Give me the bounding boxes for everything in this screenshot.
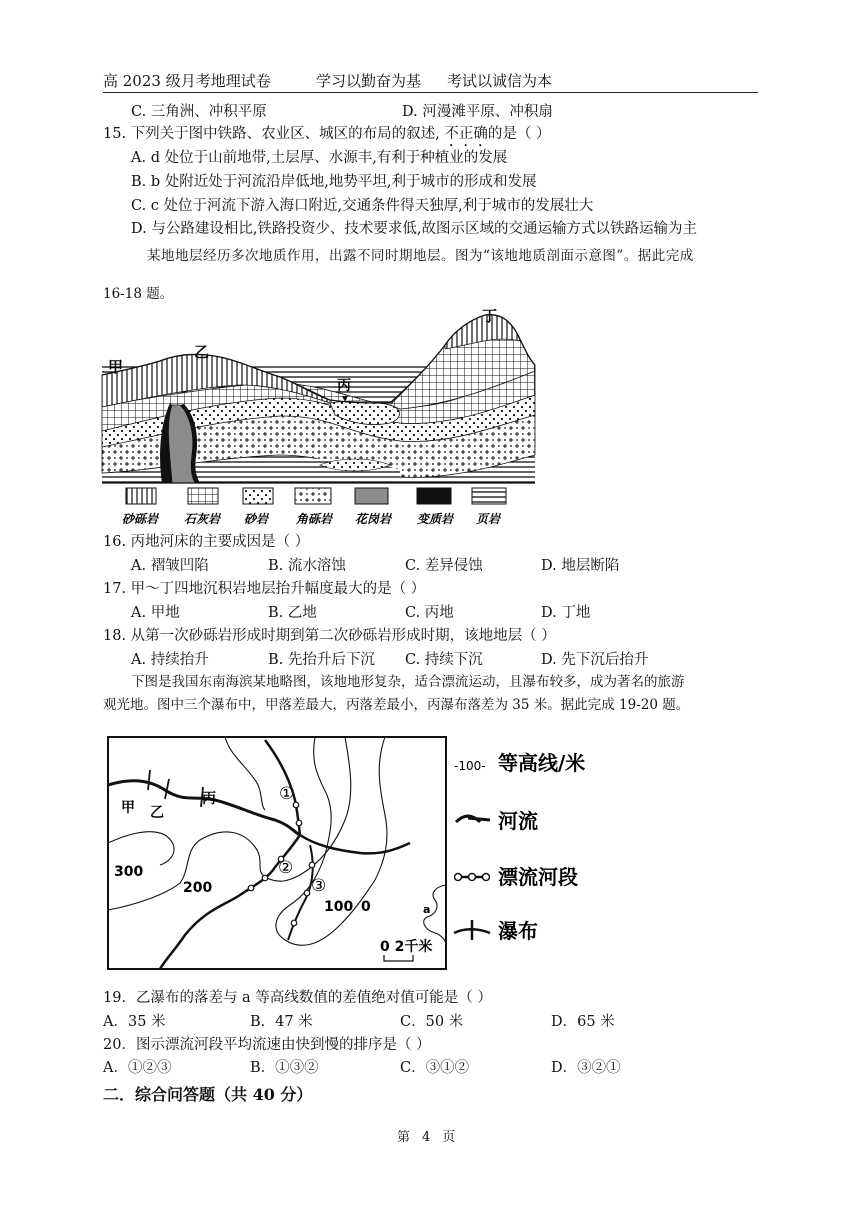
legend-rafting-label: 漂流河段 bbox=[498, 865, 578, 889]
q16-stem: 16. 丙地河床的主要成因是（ ） bbox=[103, 534, 310, 550]
map-label-1: ① bbox=[279, 784, 295, 804]
intro-19-line1: 下图是我国东南海滨某地略图，该地地形复杂，适合漂流运动，且瀑布较多，成为著名的旅游 bbox=[131, 674, 685, 690]
intro-19-line2: 观光地。图中三个瀑布中，甲落差最大，丙落差最小，丙瀑布落差为 35 米。据此完成 19-20 题。 bbox=[103, 697, 690, 713]
map-label-200: 200 bbox=[183, 880, 213, 896]
section-2-heading: 二．综合问答题（共 40 分） bbox=[103, 1085, 313, 1104]
header-rule bbox=[103, 92, 758, 93]
legend-swatch-shale bbox=[472, 488, 506, 504]
q15-option-a: A. d 处位于山前地带,土层厚、水源丰,有利于种植业的发展 bbox=[131, 150, 508, 166]
q16-option-b: B. 流水溶蚀 bbox=[268, 558, 346, 574]
q18-option-a: A. 持续抬升 bbox=[131, 652, 209, 668]
q16-option-a: A. 褶皱凹陷 bbox=[131, 558, 209, 574]
map-label-a: a bbox=[423, 903, 431, 916]
q17-option-b: B. 乙地 bbox=[268, 605, 317, 621]
q20-option-d: D．③②① bbox=[551, 1060, 621, 1076]
legend-label-metamorphic: 变质岩 bbox=[417, 512, 454, 526]
q14-option-d: D. 河漫滩平原、冲积扇 bbox=[402, 104, 553, 120]
legend-river-label: 河流 bbox=[498, 809, 538, 833]
intro-16-line2: 16-18 题。 bbox=[103, 286, 174, 302]
intro-16-line1: 某地地层经历多次地质作用，出露不同时期地层。图为“该地地质剖面示意图”。据此完成 bbox=[147, 248, 694, 264]
legend-swatch-granite bbox=[355, 488, 388, 504]
q20-stem: 20．图示漂流河段平均流速由快到慢的排序是（ ） bbox=[103, 1037, 431, 1053]
map-legend bbox=[450, 740, 610, 950]
q20-option-c: C．③①② bbox=[400, 1060, 470, 1076]
legend-label-breccia: 角砾岩 bbox=[296, 512, 333, 526]
q17-option-c: C. 丙地 bbox=[405, 605, 454, 621]
legend-swatch-limestone bbox=[188, 488, 218, 504]
header-exam-title: 高 2023 级月考地理试卷 bbox=[103, 72, 271, 90]
q19-stem: 19．乙瀑布的落差与 a 等高线数值的差值绝对值可能是（ ） bbox=[103, 990, 492, 1006]
legend-swatch-metamorphic bbox=[417, 488, 451, 504]
legend-label-shale: 页岩 bbox=[476, 512, 501, 526]
q15-stem-post: 的是（ ） bbox=[487, 126, 551, 142]
legend-waterfall-icon bbox=[454, 920, 490, 940]
map-label-300: 300 bbox=[114, 864, 144, 880]
q15-stem-emphasis: 不正确 bbox=[444, 126, 488, 142]
q19-option-c: C．50 米 bbox=[400, 1014, 464, 1030]
q16-option-d: D. 地层断陷 bbox=[541, 558, 620, 574]
label-jia: 甲 bbox=[108, 358, 124, 376]
legend-contour-sample: -100- bbox=[454, 759, 486, 773]
contour-map bbox=[105, 735, 450, 972]
q17-option-a: A. 甲地 bbox=[131, 605, 180, 621]
map-label-100: 100 bbox=[324, 899, 354, 915]
q15-option-b: B. b 处附近处于河流沿岸低地,地势平坦,利于城市的形成和发展 bbox=[131, 174, 537, 190]
legend-label-sandstone: 砂岩 bbox=[244, 512, 269, 526]
label-yi: 乙 bbox=[194, 343, 210, 361]
q20-option-a: A．①②③ bbox=[103, 1060, 172, 1076]
map-label-3: ③ bbox=[311, 876, 327, 896]
legend-swatch-conglomerate bbox=[126, 488, 156, 504]
q19-option-a: A．35 米 bbox=[103, 1014, 166, 1030]
q18-option-c: C. 持续下沉 bbox=[405, 652, 483, 668]
legend-label-limestone: 石灰岩 bbox=[184, 512, 221, 526]
legend-swatch-sandstone bbox=[243, 488, 273, 504]
map-label-yi: 乙 bbox=[150, 805, 164, 821]
q15-option-d: D. 与公路建设相比,铁路投资少、技术要求低,故图示区域的交通运输方式以铁路运输为主 bbox=[131, 221, 698, 237]
q17-option-d: D. 丁地 bbox=[541, 605, 591, 621]
legend-label-conglomerate: 砂砾岩 bbox=[122, 512, 159, 526]
q19-option-d: D．65 米 bbox=[551, 1014, 615, 1030]
map-label-0: 0 bbox=[361, 899, 371, 915]
legend-waterfall-label: 瀑布 bbox=[498, 919, 538, 943]
label-bing: 丙 bbox=[337, 378, 351, 394]
q19-option-b: B．47 米 bbox=[250, 1014, 313, 1030]
q17-stem: 17. 甲～丁四地沉积岩地层抬升幅度最大的是（ ） bbox=[103, 581, 426, 597]
map-label-2: ② bbox=[278, 858, 294, 878]
q14-option-c: C. 三角洲、冲积平原 bbox=[131, 104, 267, 120]
q20-option-b: B．①③② bbox=[250, 1060, 319, 1076]
legend-rafting-icon bbox=[454, 874, 490, 881]
geology-cross-section bbox=[100, 305, 540, 530]
map-label-jia: 甲 bbox=[121, 800, 135, 816]
page-number-value: 4 bbox=[422, 1130, 431, 1145]
q15-stem-pre: 15. 下列关于图中铁路、农业区、城区的布局的叙述, bbox=[103, 126, 445, 142]
q15-option-c: C. c 处位于河流下游入海口附近,交通条件得天独厚,利于城市的发展壮大 bbox=[131, 198, 594, 214]
page-number-pre: 第 bbox=[397, 1130, 411, 1145]
scale-label: 0 2千米 bbox=[380, 939, 433, 955]
q18-option-d: D. 先下沉后抬升 bbox=[541, 652, 649, 668]
q15-stem bbox=[103, 124, 551, 150]
q16-option-c: C. 差异侵蚀 bbox=[405, 558, 483, 574]
legend-swatch-breccia bbox=[295, 488, 331, 504]
map-label-bing: 丙 bbox=[202, 791, 216, 807]
legend-river-icon bbox=[456, 816, 490, 822]
legend-contour-label: 等高线/米 bbox=[498, 751, 586, 775]
legend-label-granite: 花岗岩 bbox=[355, 512, 392, 526]
page-number-post: 页 bbox=[442, 1130, 456, 1145]
label-ding: 丁 bbox=[482, 307, 498, 325]
q18-option-b: B. 先抬升后下沉 bbox=[268, 652, 375, 668]
header-motto-2: 考试以诚信为本 bbox=[447, 72, 553, 90]
page-number bbox=[397, 1126, 455, 1145]
q18-stem: 18. 从第一次砂砾岩形成时期到第二次砂砾岩形成时期，该地地层（ ） bbox=[103, 628, 556, 644]
header-motto-1: 学习以勤奋为基 bbox=[316, 72, 422, 90]
